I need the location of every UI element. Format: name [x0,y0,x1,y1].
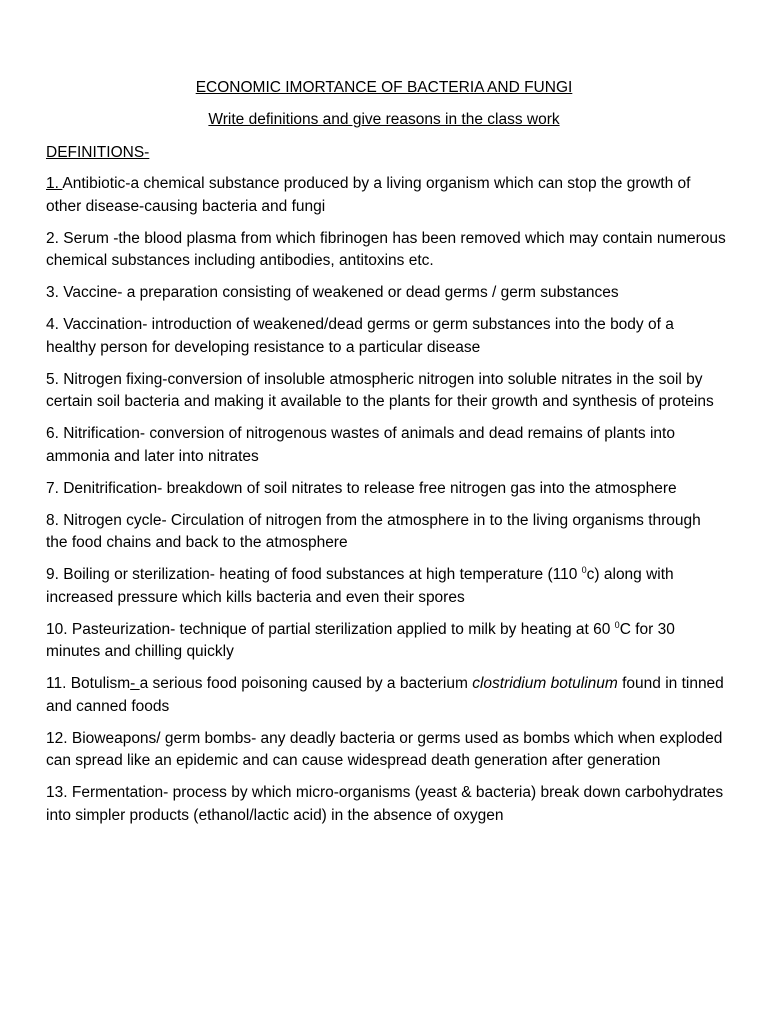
definition-text: Nitrogen fixing-conversion of insoluble atmospheric nitrogen into soluble nitrates in the soil by certain soil bacteria and making it available to the plants for their growth and synthesis of proteins [46,370,714,410]
definition-number: 9. [46,566,64,583]
section-heading: DEFINITIONS- [46,144,150,161]
definition-item [46,282,726,305]
definition-text: Serum -the blood plasma from which fibrinogen has been removed which may contain numerous chemical substances including antibodies, antitoxins etc. [46,229,726,269]
definition-number: 5. [46,370,64,388]
definition-item [46,728,726,773]
definition-text-cont: a serious food poisoning caused by a bacterium [139,675,473,692]
species-name: clostridium botulinum [472,675,618,692]
definition-text: Antibiotic-a chemical substance produced by a living organism which can stop the growth of other disease-causing bacteria and fungi [46,175,691,215]
definition-text: Denitrification- breakdown of soil nitrates to release free nitrogen gas into the atmosphere [63,479,677,497]
definition-item [46,314,726,359]
definition-number: 10. [46,620,72,638]
degree-superscript: 0 [614,619,620,630]
definition-text: Botulism [70,675,131,692]
document-subtitle: Write definitions and give reasons in the class work [208,111,560,128]
definition-item [46,510,726,555]
definition-text-end: found in tinned and canned foods [46,675,724,715]
definition-number: 6. [46,425,64,442]
definition-number: 13. [46,784,72,801]
degree-superscript: 0 [581,565,587,575]
definition-text: Vaccine- a preparation consisting of weakened or dead germs / germ substances [63,284,619,301]
definition-text: Nitrification- conversion of nitrogenous wastes of animals and dead remains of plants into ammonia and later into nitrates [46,425,675,465]
definition-item [46,564,726,609]
definition-text: Vaccination- introduction of weakened/dead germs or germ substances into the body of a healthy person for developing resistance to a particular disease [46,316,674,356]
definition-text-cont: c) along with increased pressure which kills bacteria and even their spores [46,566,674,606]
definition-item [46,423,726,468]
definition-number: 8. [46,511,64,529]
document-title: ECONOMIC IMORTANCE OF BACTERIA AND FUNGI [195,79,573,96]
definition-item [46,673,726,718]
definition-number: 4. [46,316,64,333]
definition-dash: - [130,675,140,692]
definition-text-cont: C for 30 minutes and chilling quickly [46,620,675,660]
definition-text: Nitrogen cycle- Circulation of nitrogen from the atmosphere in to the living organisms through the food chains and back to the atmosphere [46,511,701,551]
definition-item [46,369,726,414]
definition-number: 12. [46,729,72,747]
definition-number: 3. [46,284,64,301]
definition-number: 1. [46,175,63,192]
definitions-list [46,173,726,837]
definition-item [46,619,726,664]
definition-number: 2. [46,229,64,247]
definition-number: 11. [46,675,71,692]
definition-item [46,173,726,218]
definition-item [46,782,726,827]
definition-number: 7. [46,479,64,497]
definition-item [46,478,726,501]
definition-text: Boiling or sterilization- heating of food substances at high temperature (110 [63,566,582,583]
definition-item [46,228,726,273]
definition-text: Bioweapons/ germ bombs- any deadly bacteria or germs used as bombs which when exploded can spread like an epidemic and can cause widespread death generation after generation [46,729,723,769]
definition-text: Fermentation- process by which micro-organisms (yeast & bacteria) break down carbohydrates into simpler products (ethanol/lactic acid) in the absence of oxygen [46,784,724,824]
definition-text: Pasteurization- technique of partial sterilization applied to milk by heating at 60 [71,620,615,638]
